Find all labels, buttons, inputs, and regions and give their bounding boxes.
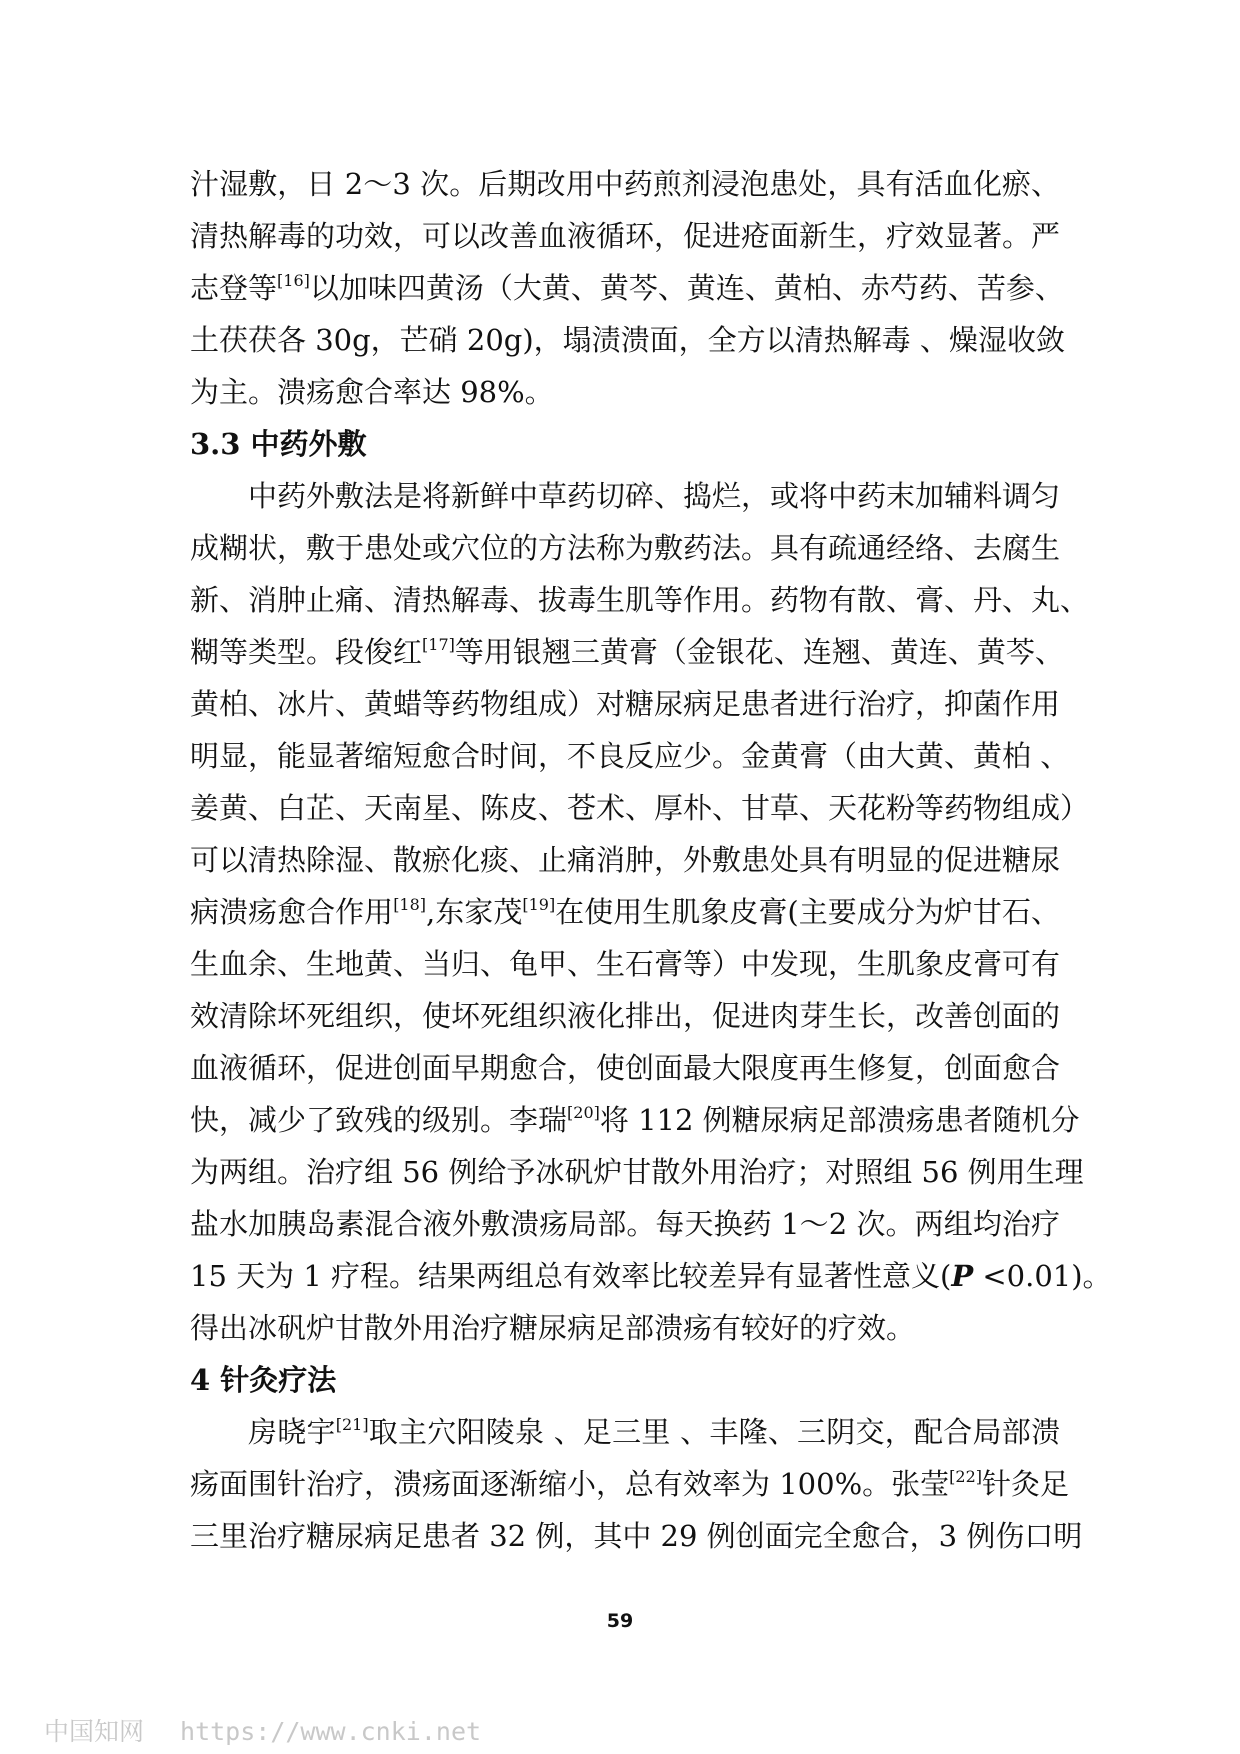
text-run: 病溃疡愈合作用 [190, 895, 394, 929]
text-line [190, 782, 1090, 834]
text-run: 清热解毒的功效，可以改善血液循环，促进疮面新生，疗效显著。严 [190, 219, 1061, 253]
text-run: 生血余、生地黄、当归、龟甲、生石膏等）中发现，生肌象皮膏可有 [190, 947, 1061, 981]
citation-ref: [16] [277, 271, 310, 290]
text-line [190, 262, 1064, 314]
text-line [190, 1042, 1060, 1094]
watermark-site-name: 中国知网 [44, 1717, 145, 1746]
text-line [190, 1250, 1112, 1302]
citation-ref: [21] [335, 1415, 369, 1434]
citation-ref: [20] [567, 1103, 600, 1122]
text-line [190, 626, 1064, 678]
page-number: 59 [606, 1610, 634, 1632]
text-run: 等用银翘三黄膏（金银花、连翘、黄连、黄芩、 [454, 635, 1064, 669]
text-run: 糊等类型。段俊红 [190, 635, 423, 669]
text-run: 汁湿敷，日 2～3 次。后期改用中药煎剂浸泡患处，具有活血化瘀、 [190, 167, 1060, 201]
text-line [190, 834, 1060, 886]
text-run: 盐水加胰岛素混合液外敷溃疡局部。每天换药 1～2 次。两组均治疗 [190, 1207, 1060, 1241]
text-line [190, 990, 1060, 1042]
text-run: 明显，能显著缩短愈合时间，不良反应少。金黄膏（由大黄、黄柏 、 [190, 739, 1070, 773]
text-line [190, 210, 1060, 262]
text-run: 3.3 中药外敷 [190, 427, 367, 461]
text-run: 针灸足 [981, 1467, 1069, 1501]
text-run: 以加味四黄汤（大黄、黄芩、黄连、黄柏、赤芍药、苦参、 [309, 271, 1064, 305]
text-line [190, 678, 1060, 730]
text-run: 在使用生肌象皮膏(主要成分为炉甘石、 [555, 895, 1060, 929]
text-line [190, 522, 1060, 574]
text-line [190, 1510, 1083, 1562]
text-run: 取主穴阳陵泉 、足三里 、丰隆、三阴交，配合局部溃 [368, 1415, 1060, 1449]
text-run: 为两组。治疗组 56 例给予冰矾炉甘散外用治疗；对照组 56 例用生理 [190, 1155, 1084, 1189]
text-run: 成糊状，敷于患处或穴位的方法称为敷药法。具有疏通经络、去腐生 [190, 531, 1061, 565]
text-run: 15 天为 1 疗程。结果两组总有效率比较差异有显著性意义( [190, 1259, 952, 1293]
text-run: 快，减少了致残的级别。李瑞 [190, 1103, 568, 1137]
text-run: 房晓宇 [248, 1415, 336, 1449]
text-line [190, 1146, 1084, 1198]
text-line [190, 366, 1060, 418]
text-line [190, 730, 1070, 782]
text-line [190, 938, 1060, 990]
text-run: 三里治疗糖尿病足患者 32 例，其中 29 例创面完全愈合，3 例伤口明 [190, 1519, 1083, 1553]
citation-ref: [19] [522, 895, 556, 914]
text-run: 新、消肿止痛、清热解毒、拔毒生肌等作用。药物有散、膏、丹、丸、 [190, 583, 1090, 617]
text-run: 效清除坏死组织，使坏死组织液化排出，促进肉芽生长，改善创面的 [190, 999, 1061, 1033]
text-run: 4 针灸疗法 [190, 1363, 337, 1397]
text-line [190, 1458, 1069, 1510]
text-line [190, 886, 1060, 938]
text-run: 可以清热除湿、散瘀化痰、止痛消肿，外敷患处具有明显的促进糖尿 [190, 843, 1061, 877]
text-line [190, 1406, 1060, 1458]
text-line [190, 1302, 1060, 1354]
cnki-watermark [44, 1712, 481, 1748]
section-heading [190, 418, 1060, 470]
text-run: 黄柏、冰片、黄蜡等药物组成）对糖尿病足患者进行治疗，抑菌作用 [190, 687, 1061, 721]
text-line [190, 1094, 1080, 1146]
text-line [190, 470, 1060, 522]
document-body [190, 158, 1112, 1562]
text-run: 得出冰矾炉甘散外用治疗糖尿病足部溃疡有较好的疗效。 [190, 1311, 916, 1345]
stat-symbol: P [951, 1259, 974, 1293]
text-run: 疡面围针治疗，溃疡面逐渐缩小，总有效率为 100%。张莹 [190, 1467, 950, 1501]
text-line [190, 1198, 1060, 1250]
text-line [190, 158, 1060, 210]
citation-ref: [18] [393, 895, 427, 914]
text-run: 土茯茯各 30g，芒硝 20g)，塌渍溃面，全方以清热解毒 、燥湿收敛 [190, 323, 1065, 357]
text-line [190, 314, 1065, 366]
section-heading [190, 1354, 1060, 1406]
text-run: 中药外敷法是将新鲜中草药切碎、捣烂，或将中药末加辅料调匀 [248, 479, 1061, 513]
text-run: <0.01)。 [973, 1259, 1112, 1293]
text-run: ,东家茂 [426, 895, 523, 929]
citation-ref: [17] [422, 635, 455, 654]
watermark-url: https://www.cnki.net [180, 1717, 482, 1746]
text-run: 血液循环，促进创面早期愈合，使创面最大限度再生修复，创面愈合 [190, 1051, 1061, 1085]
text-run: 将 112 例糖尿病足部溃疡患者随机分 [599, 1103, 1080, 1137]
text-line [190, 574, 1090, 626]
citation-ref: [22] [949, 1467, 982, 1486]
text-run: 志登等 [190, 271, 278, 305]
text-run: 姜黄、白芷、天南星、陈皮、苍术、厚朴、甘草、天花粉等药物组成） [190, 791, 1090, 825]
text-run: 为主。溃疡愈合率达 98%。 [190, 375, 554, 409]
